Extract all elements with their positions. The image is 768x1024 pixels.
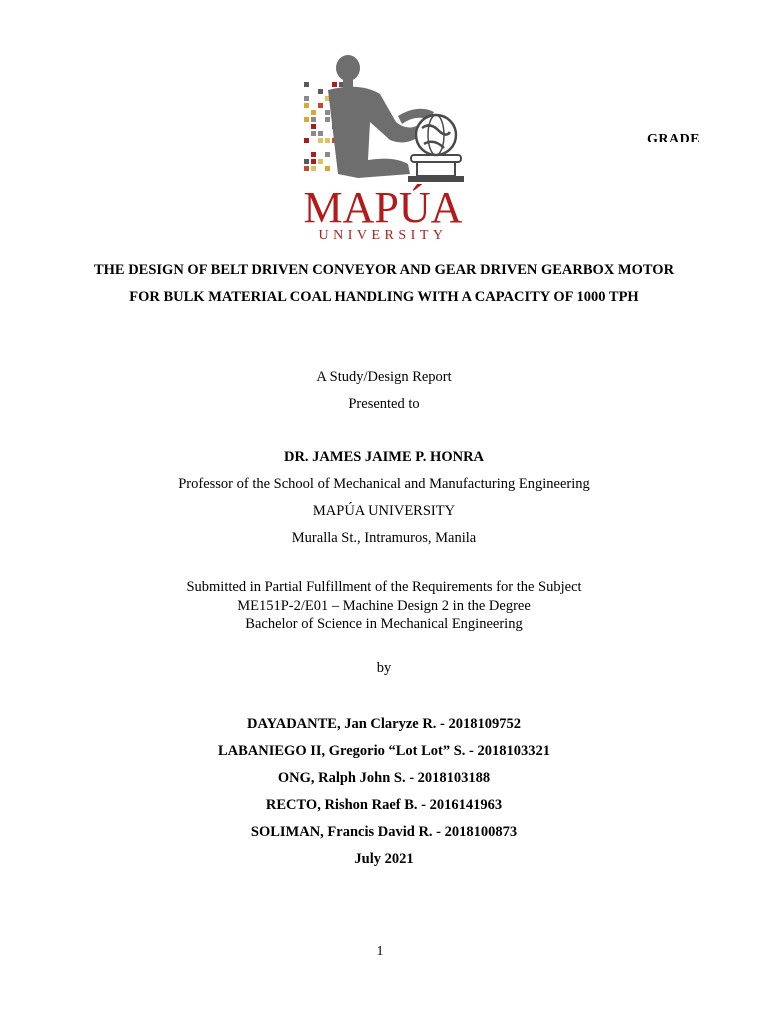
recipient-address: Muralla St., Intramuros, Manila xyxy=(291,530,477,546)
submission-line-2: ME151P-2/E01 – Machine Design 2 in the Degree xyxy=(237,597,531,614)
recipient-block xyxy=(0,444,768,552)
submission-line-3: Bachelor of Science in Mechanical Engineering xyxy=(245,616,523,632)
authors-block xyxy=(0,711,768,873)
globe-icon xyxy=(416,115,456,155)
recipient-institution: MAPÚA UNIVERSITY xyxy=(312,503,456,519)
report-type: A Study/Design Report xyxy=(316,369,452,385)
logo-subtext: UNIVERSITY xyxy=(318,228,448,242)
author-4: RECTO, Rishon Raef B. - 2016141963 xyxy=(265,797,503,813)
author-2: LABANIEGO II, Gregorio “Lot Lot” S. - 2018103321 xyxy=(217,743,551,759)
pedestal-icon xyxy=(408,155,464,182)
recipient-position: Professor of the School of Mechanical and Manufacturing Engineering xyxy=(178,476,590,492)
presented-to: Presented to xyxy=(348,396,420,412)
by-label: by xyxy=(376,660,392,676)
submission-date: July 2021 xyxy=(354,851,414,867)
mapua-university-logo xyxy=(298,52,468,242)
recipient-name: DR. JAMES JAIME P. HONRA xyxy=(283,449,485,465)
seated-figure-icon xyxy=(328,55,434,178)
grade-label: GRADE xyxy=(647,132,701,142)
author-1: DAYADANTE, Jan Claryze R. - 2018109752 xyxy=(246,716,522,732)
author-5: SOLIMAN, Francis David R. - 2018100873 xyxy=(250,824,518,840)
report-title: THE DESIGN OF BELT DRIVEN CONVEYOR AND GEAR DRIVEN GEARBOX MOTOR FOR BULK MATERIAL COAL HANDLING WITH A CAPACITY OF 1000 TPH xyxy=(93,262,675,305)
submission-line-1: Submitted in Partial Fulfillment of the Requirements for the Subject xyxy=(186,579,582,595)
page-number: 1 xyxy=(376,943,384,958)
report-intro xyxy=(0,364,768,418)
submission-block xyxy=(0,578,768,634)
logo-wordmark: MAPÚA xyxy=(303,183,463,232)
author-3: ONG, Ralph John S. - 2018103188 xyxy=(277,770,491,786)
